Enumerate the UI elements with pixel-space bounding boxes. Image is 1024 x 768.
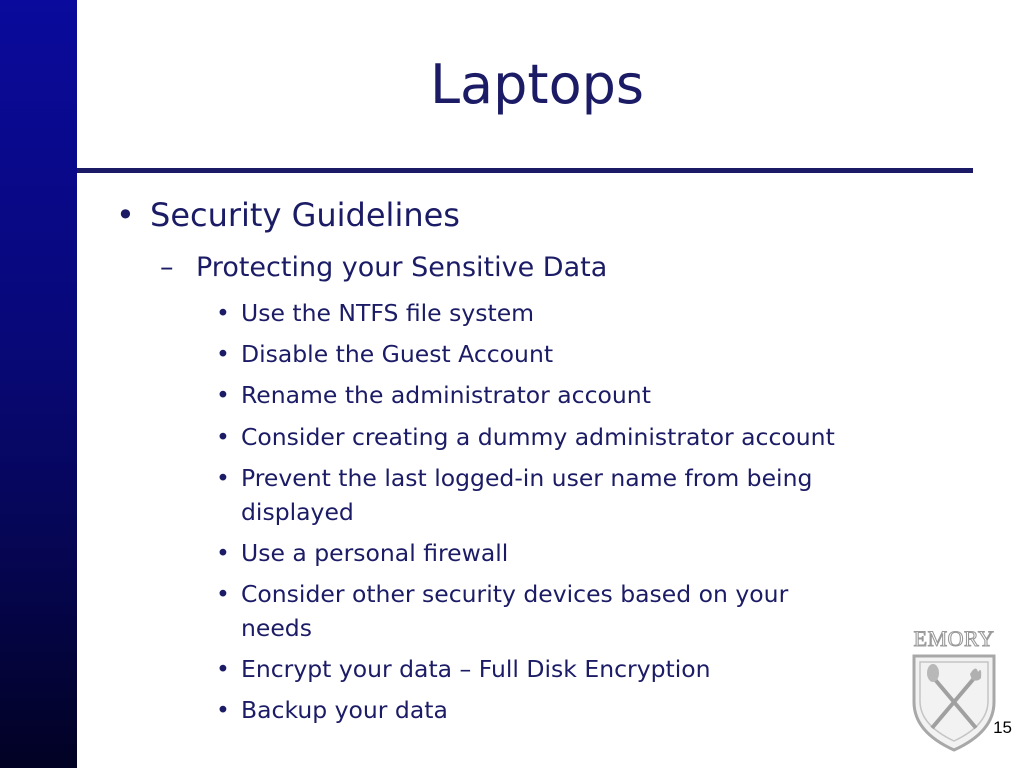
bullet-icon: • (216, 299, 230, 327)
emory-wordmark: EMORY (913, 626, 995, 651)
bullet-icon: • (116, 196, 135, 234)
emory-shield-icon (904, 624, 1004, 754)
bullet-icon: • (216, 340, 230, 368)
outline-level1-text: Security Guidelines (150, 196, 460, 234)
list-item-text: Use the NTFS file system (241, 299, 535, 327)
page-number: 15 (993, 718, 1012, 737)
bullet-icon: • (216, 464, 230, 492)
outline-level2-text: Protecting your Sensitive Data (196, 252, 608, 283)
list-item-text: Encrypt your data – Full Disk Encryption (241, 655, 711, 683)
bullet-icon: • (216, 381, 230, 409)
list-item-text: Prevent the last logged-in user name from being (241, 464, 813, 492)
bullet-icon: • (216, 423, 230, 451)
bullet-icon: • (216, 696, 230, 724)
dash-icon: – (160, 252, 174, 283)
list-item-text: Disable the Guest Account (241, 340, 554, 368)
bullet-icon: • (216, 580, 230, 608)
list-item-text-continued: displayed (241, 498, 354, 526)
list-item-text-continued: needs (241, 614, 312, 642)
list-item-text: Consider other security devices based on your (241, 580, 789, 608)
list-item-text: Consider creating a dummy administrator account (241, 423, 835, 451)
list-item-text: Rename the administrator account (241, 381, 651, 409)
bullet-icon: • (216, 655, 230, 683)
slide-title: Laptops (429, 53, 645, 116)
list-item-text: Use a personal firewall (241, 539, 509, 567)
bullet-icon: • (216, 539, 230, 567)
list-item-text: Backup your data (241, 696, 448, 724)
